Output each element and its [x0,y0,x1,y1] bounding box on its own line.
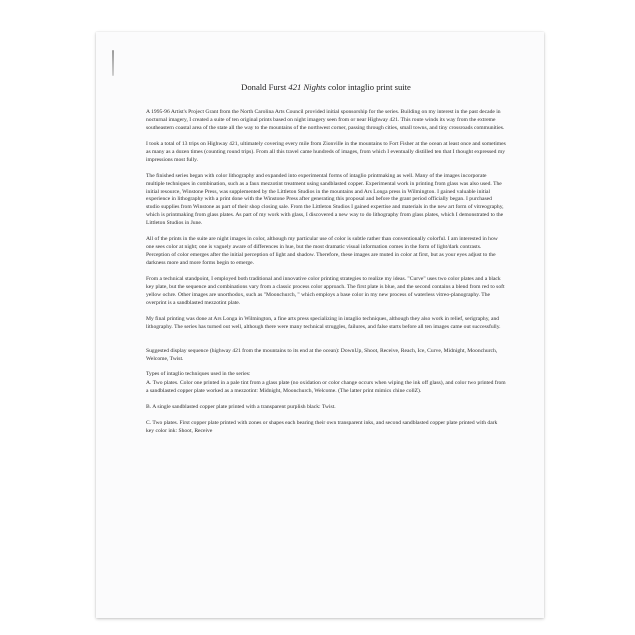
staple-mark [112,50,114,76]
technique-item-b: B. A single sandblasted copper plate printed with a transparent purplish black: Twist. [146,404,336,411]
title-prefix: Donald Furst [241,82,289,92]
paragraph-series: The finished series began with color lithography and expanded into experimental forms of intaglio printmaking as well. Many of the images incorporate multiple techniques in combination, such as a faux mezzotint treatment using sandblasted copper. Experimental work in printing from glass was also used. The initial resource, Winstone Press, was supplemented by the Littleton Studios in the mountains and Ars Longa press in Wilmington. I gained valuable initial experience in lithography with a print done with the Winstone Press after generating this proposal and before the grant period officially began. I purchased studio supplies from Winstone as part of their shop closing sale. From the Littleton Studios I gained expertise and materials in the new art form of vitreography, which is printmaking from glass plates. As part of my work with glass, I discovered a new way to do lithography from glass plates, which I demonstrated to the Littleton Studios in June. [146,172,504,227]
paragraph-techniques-heading: Types of intaglio techniques used in the series: [146,371,251,378]
technique-item-a: A. Two plates. Color one printed in a pale tint from a glass plate (no oxidation or color change occurs when wiping the ink off glass), and color two printed from a sandblasted copper plate worked as a mezzotint: Midnight, Moonchurch, Welcome. (The latter print mimics chine collZ). [146,380,506,395]
paragraph-display-sequence: Suggested display sequence (highway 421 from the mountains to its end at the ocean): DownUp, Shoot, Receive, Reach, Ice, Curve, Midnight, Moonchurch, Welcome, Twist. [146,347,498,362]
paragraph-color: All of the prints in the suite are night images in color, although my particular use of color is subtle rather than conventionally colorful. I am interested in how one sees color at night; one is vaguely aware of differences in hue, but the most dramatic visual information comes in the form of light/dark contrasts. Perception of color emerges after the initial perception of light and shadow. Therefore, these images are muted in color at first, but as your eyes adjust to the darkness more and more forms begin to emerge. [146,236,498,266]
paragraph-technical: From a technical standpoint, I employed both traditional and innovative color printing strategies to realize my ideas. "Curve" uses two color plates and a black key plate, but the sequence and combinations vary from a classic process color approach. The first plate is blue, and the second contains a blend from red to soft yellow ochre. Other images are unorthodox, such as "Moonchurch, " which employs a base color in my new process of waterless vitreo-planography. The overprint is a sandblasted mezzotint plate. [146,275,505,306]
document-page [96,32,544,618]
technique-item-c: C. Two plates. First copper plate printed with zones or shapes each bearing their own transparent inks, and second sandblasted copper plate printed with dark key color ink: Shoot, Receive [146,420,498,435]
document-title [146,82,506,92]
paragraph-final: My final printing was done at Ars Longa in Wilmington, a fine arts press specializing in intaglio techniques, although they also work in relief, serigraphy, and lithography. The series has turned out well, although there were many technical struggles, failures, and false starts before all ten images came out successfully. [146,315,501,330]
paragraph-grant: A 1995-96 Artist's Project Grant from the North Carolina Arts Council provided initial sponsorship for the series. Building on my interest in the past decade in nocturnal imagery, I created a suite of ten original prints based on night imagery seen from or near Highway 421. This route winds its way from the extreme southeastern coastal area of the state all the way to the mountains of the northwest corner, passing through cities, small towns, and tiny crossroads communities. [146,109,505,131]
paragraph-trips: I took a total of 13 trips on Highway 421, ultimately covering every mile from Zionville in the mountains to Fort Fisher at the ocean at least once and sometimes as many as a dozen times (counting round trips). From all this travel came hundreds of images, from which I eventually distilled ten that I thought expressed my impressions most fully. [146,140,506,163]
title-suffix: color intaglio print suite [325,82,411,92]
title-italic: 421 Nights [288,82,326,92]
